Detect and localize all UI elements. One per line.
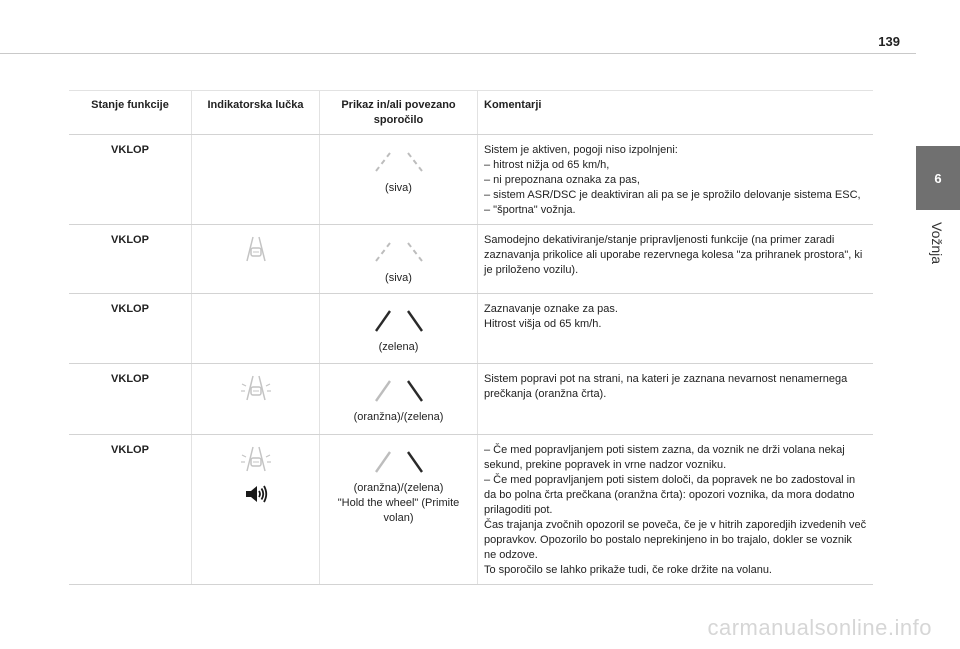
- indicator-cell: [192, 225, 320, 294]
- display-caption: (oranžna)/(zelena): [353, 411, 444, 423]
- lane-lines-dashed-grey-icon: [364, 237, 434, 265]
- comment-line: – ni prepoznana oznaka za pas,: [484, 174, 640, 186]
- header-comments: Komentarji: [478, 91, 874, 135]
- comment-line: – hitrost nižja od 65 km/h,: [484, 159, 610, 171]
- indicator-cell: [192, 435, 320, 585]
- watermark: carmanualsonline.info: [707, 615, 932, 640]
- header-rule: [0, 53, 916, 54]
- lane-lines-mixed-icon: [364, 447, 434, 475]
- display-caption: (siva): [385, 272, 412, 284]
- state-cell: VKLOP: [69, 135, 192, 225]
- header-state: Stanje funkcije: [69, 91, 192, 135]
- display-caption: (oranžna)/(zelena) "Hold the wheel" (Primite volan): [337, 482, 460, 524]
- table-row: [69, 294, 873, 364]
- table-header-row: [69, 91, 873, 135]
- lane-assist-icon: [239, 233, 273, 265]
- display-cell: [320, 364, 478, 435]
- chapter-label: Vožnja: [929, 222, 945, 265]
- display-cell: [320, 225, 478, 294]
- comment-line: Zaznavanje oznake za pas.: [484, 303, 618, 315]
- indicator-cell: [192, 135, 320, 225]
- comment-line: – Če med popravljanjem poti sistem določi, da popravek ne bo zadostoval in da bo polna črta prečkana (oranžna črta): opozori voznika, da mora dodatno prilagoditi pot.: [484, 474, 856, 516]
- table-row: [69, 364, 873, 435]
- comment-line: Samodejno dekativiranje/stanje pripravljenosti funkcije (na primer zaradi zaznavanja prikolice ali uporabe rezervnega kolesa "za prihranek prostora", ki je priloženo vozilu).: [484, 234, 863, 276]
- display-caption: (zelena): [378, 341, 419, 353]
- comment-line: To sporočilo se lahko prikaže tudi, če roke držite na volanu.: [484, 564, 772, 576]
- comment-line: – "športna" vožnja.: [484, 204, 576, 216]
- display-cell: [320, 435, 478, 585]
- comment-cell: [478, 364, 874, 435]
- comment-line: Sistem popravi pot na strani, na kateri je zaznana nevarnost nenamernega prečkanja (oranžna črta).: [484, 373, 848, 400]
- display-cell: [320, 294, 478, 364]
- comment-line: Hitrost višja od 65 km/h.: [484, 318, 602, 330]
- state-cell: VKLOP: [69, 225, 192, 294]
- comment-line: Čas trajanja zvočnih opozoril se poveča, če je v hitrih zaporedjih izvedenih več popravkov. Opozorilo bo postalo neprekinjeno in bo trajalo, dokler se voznik ne odzove.: [484, 519, 867, 561]
- comment-cell: [478, 294, 874, 364]
- comment-cell: [478, 135, 874, 225]
- header-display: Prikaz in/ali povezano sporočilo: [320, 91, 478, 135]
- lane-lines-solid-icon: [364, 306, 434, 334]
- comment-line: – sistem ASR/DSC je deaktiviran ali pa se je sprožilo delovanje sistema ESC,: [484, 189, 861, 201]
- table-row: [69, 435, 873, 585]
- comment-cell: [478, 225, 874, 294]
- state-cell: VKLOP: [69, 294, 192, 364]
- chapter-tab[interactable]: 6: [916, 146, 960, 210]
- display-caption: (siva): [385, 182, 412, 194]
- lane-lines-dashed-grey-icon: [364, 147, 434, 175]
- indicator-cell: [192, 294, 320, 364]
- table-row: [69, 135, 873, 225]
- table-row: [69, 225, 873, 294]
- comment-line: Sistem je aktiven, pogoji niso izpolnjeni:: [484, 144, 678, 156]
- state-cell: VKLOP: [69, 435, 192, 585]
- page-number: 139: [878, 34, 900, 49]
- lane-assist-active-icon: [239, 372, 273, 404]
- lane-lines-mixed-icon: [364, 376, 434, 404]
- comment-cell: [478, 435, 874, 585]
- indicator-cell: [192, 364, 320, 435]
- function-status-table: [69, 90, 873, 585]
- lane-assist-active-icon: [239, 443, 273, 475]
- comment-line: – Če med popravljanjem poti sistem zazna, da voznik ne drži volana nekaj sekund, prekine popravek in vrne nadzor vozniku.: [484, 444, 845, 471]
- header-indicator: Indikatorska lučka: [192, 91, 320, 135]
- display-cell: [320, 135, 478, 225]
- speaker-icon: [243, 483, 269, 505]
- state-cell: VKLOP: [69, 364, 192, 435]
